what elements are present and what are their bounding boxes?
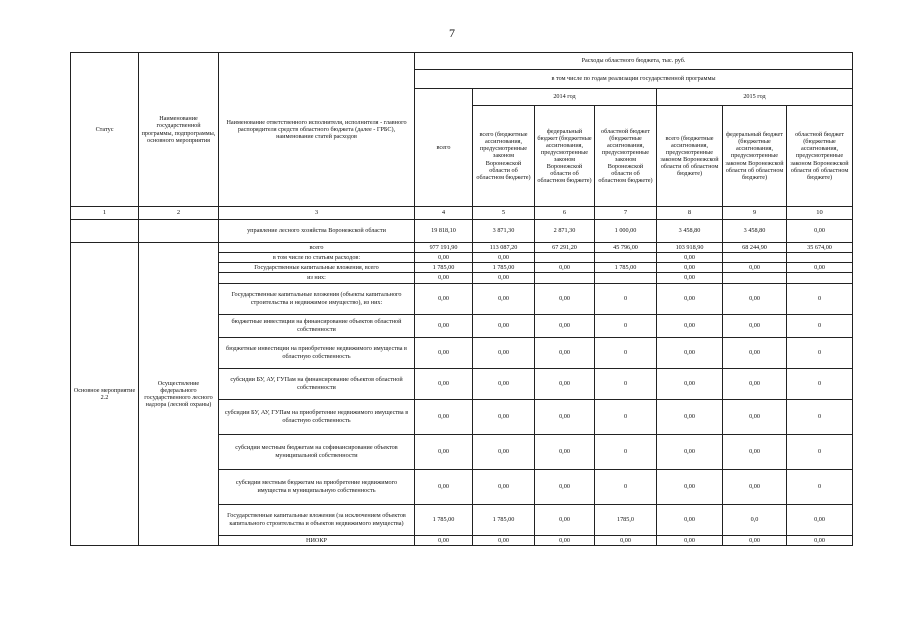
value-cell: 0: [787, 399, 853, 434]
value-cell: [787, 253, 853, 263]
value-cell: 0,00: [535, 469, 595, 504]
value-cell: 1 785,00: [415, 504, 473, 535]
value-cell: 3 458,80: [657, 220, 723, 243]
value-cell: 0,00: [535, 368, 595, 399]
value-cell: 0,00: [473, 253, 535, 263]
value-cell: 0: [787, 314, 853, 337]
value-cell: 1 785,00: [415, 263, 473, 273]
value-cell: 1 785,00: [473, 504, 535, 535]
expense-item-name: НИОКР: [219, 535, 415, 545]
value-cell: 0,00: [535, 283, 595, 314]
activity-program: Осуществление федерального государственного лесного надзора (лесной охраны): [139, 243, 219, 546]
value-cell: 0,00: [657, 399, 723, 434]
header-by-years: в том числе по годам реализации государственной программы: [415, 70, 853, 89]
value-cell: 0,00: [415, 399, 473, 434]
value-cell: 0: [595, 399, 657, 434]
header-federal-2014: федеральный бюджет (бюджетные ассигнования, предусмотренные законом Воронежской области об областном бюджете): [535, 106, 595, 207]
value-cell: 103 918,90: [657, 243, 723, 253]
header-regional-2015: областной бюджет (бюджетные ассигнования, предусмотренные законом Воронежской области об областном бюджете): [787, 106, 853, 207]
value-cell: 0,00: [535, 434, 595, 469]
value-cell: 2 871,30: [535, 220, 595, 243]
table-row: [71, 243, 853, 253]
value-cell: 0,00: [657, 434, 723, 469]
value-cell: 0,00: [657, 314, 723, 337]
value-cell: 0,00: [535, 337, 595, 368]
column-number: 6: [535, 207, 595, 220]
value-cell: 0,00: [473, 368, 535, 399]
page-number: 7: [449, 26, 455, 40]
header-year-2014: 2014 год: [473, 89, 657, 106]
header-year-2015: 2015 год: [657, 89, 853, 106]
value-cell: 0,00: [657, 253, 723, 263]
value-cell: [595, 253, 657, 263]
executor-name: управление лесного хозяйства Воронежской области: [219, 220, 415, 243]
value-cell: 35 674,00: [787, 243, 853, 253]
value-cell: 0,00: [535, 399, 595, 434]
table-row: [71, 220, 853, 243]
expense-item-name: всего: [219, 243, 415, 253]
value-cell: 0,00: [473, 283, 535, 314]
value-cell: 0,00: [415, 314, 473, 337]
value-cell: 0,00: [657, 337, 723, 368]
expense-item-name: субсидии местным бюджетам на софинансирование объектов муниципальной собственности: [219, 434, 415, 469]
header-total: всего: [415, 89, 473, 207]
value-cell: 0,00: [723, 337, 787, 368]
value-cell: 0: [787, 283, 853, 314]
budget-table: [70, 52, 853, 546]
value-cell: 0,00: [415, 283, 473, 314]
expense-item-name: субсидии БУ, АУ, ГУПам на финансирование объектов областной собственности: [219, 368, 415, 399]
value-cell: 1 785,00: [473, 263, 535, 273]
value-cell: 0,00: [473, 314, 535, 337]
value-cell: 113 087,20: [473, 243, 535, 253]
header-total-budget: всего (бюджетные ассигнования, предусмотренные законом Воронежской области об областном бюджете): [473, 106, 535, 207]
status-cell: [71, 220, 139, 243]
value-cell: 0,0: [723, 504, 787, 535]
value-cell: 0,00: [657, 535, 723, 545]
value-cell: 0: [595, 337, 657, 368]
value-cell: 0,00: [415, 273, 473, 283]
header-program: Наименование государственной программы, подпрограммы, основного мероприятия: [139, 53, 219, 207]
value-cell: 0,00: [723, 469, 787, 504]
column-number: 9: [723, 207, 787, 220]
value-cell: 3 871,30: [473, 220, 535, 243]
value-cell: 0,00: [415, 337, 473, 368]
value-cell: 0,00: [723, 434, 787, 469]
value-cell: [595, 273, 657, 283]
value-cell: 0,00: [535, 314, 595, 337]
value-cell: 0,00: [787, 504, 853, 535]
value-cell: 0,00: [657, 368, 723, 399]
value-cell: 0,00: [657, 273, 723, 283]
value-cell: [535, 273, 595, 283]
value-cell: 0,00: [415, 434, 473, 469]
value-cell: 0,00: [473, 273, 535, 283]
value-cell: 0,00: [473, 399, 535, 434]
value-cell: [535, 253, 595, 263]
value-cell: 0: [595, 368, 657, 399]
column-number: 1: [71, 207, 139, 220]
activity-status: Основное мероприятие 2.2: [71, 243, 139, 546]
value-cell: 0,00: [535, 263, 595, 273]
value-cell: 0,00: [787, 535, 853, 545]
value-cell: 0: [787, 434, 853, 469]
value-cell: 0: [787, 368, 853, 399]
value-cell: [723, 253, 787, 263]
value-cell: 0: [595, 469, 657, 504]
expense-item-name: в том числе по статьям расходов:: [219, 253, 415, 263]
column-number: 8: [657, 207, 723, 220]
header-federal-2015: федеральный бюджет (бюджетные ассигнования, предусмотренные законом Воронежской области об областном бюджете): [723, 106, 787, 207]
column-number: 2: [139, 207, 219, 220]
value-cell: 0,00: [723, 399, 787, 434]
value-cell: 1785,0: [595, 504, 657, 535]
value-cell: 0,00: [535, 535, 595, 545]
column-number: 4: [415, 207, 473, 220]
value-cell: [723, 273, 787, 283]
value-cell: 0,00: [723, 368, 787, 399]
value-cell: 67 291,20: [535, 243, 595, 253]
value-cell: 0,00: [535, 504, 595, 535]
column-number: 10: [787, 207, 853, 220]
value-cell: 0,00: [787, 220, 853, 243]
value-cell: 0: [787, 469, 853, 504]
expense-item-name: Государственные капитальные вложения (объекты капитального строительства и недвижимое имущество), из них:: [219, 283, 415, 314]
value-cell: [787, 273, 853, 283]
header-status: Статус: [71, 53, 139, 207]
expense-item-name: Государственные капитальные вложения (за исключением объектов капитального строительства и объектов недвижимого имущества): [219, 504, 415, 535]
value-cell: 0,00: [595, 535, 657, 545]
value-cell: 0,00: [657, 283, 723, 314]
program-cell: [139, 220, 219, 243]
value-cell: 3 458,80: [723, 220, 787, 243]
value-cell: 19 818,10: [415, 220, 473, 243]
column-number: 7: [595, 207, 657, 220]
value-cell: 0,00: [415, 253, 473, 263]
value-cell: 0,00: [723, 535, 787, 545]
value-cell: 0,00: [473, 434, 535, 469]
header-executor: Наименование ответственного исполнителя, исполнителя - главного распорядителя средств областного бюджета (далее - ГРБС), наименование статей расходов: [219, 53, 415, 207]
value-cell: 45 796,00: [595, 243, 657, 253]
value-cell: 68 244,90: [723, 243, 787, 253]
header-total-year-2015: всего (бюджетные ассигнования, предусмотренные законом Воронежской области об областном бюджете): [657, 106, 723, 207]
value-cell: 0,00: [415, 535, 473, 545]
value-cell: 0,00: [657, 469, 723, 504]
column-number: 5: [473, 207, 535, 220]
expense-item-name: бюджетные инвестиции на приобретение недвижимого имущества в областную собственность: [219, 337, 415, 368]
expense-item-name: субсидии местным бюджетам на приобретение недвижимого имущества в муниципальную собственность: [219, 469, 415, 504]
expense-item-name: Государственные капитальные вложения, всего: [219, 263, 415, 273]
expense-item-name: из них:: [219, 273, 415, 283]
expense-item-name: субсидии БУ, АУ, ГУПам на приобретение недвижимого имущества в областную собственность: [219, 399, 415, 434]
value-cell: 0,00: [473, 337, 535, 368]
expense-item-name: бюджетные инвестиции на финансирование объектов областной собственности: [219, 314, 415, 337]
value-cell: 0,00: [787, 263, 853, 273]
column-number-row: [71, 207, 853, 220]
value-cell: 1 000,00: [595, 220, 657, 243]
value-cell: 0: [595, 314, 657, 337]
value-cell: 0,00: [657, 504, 723, 535]
value-cell: 0,00: [415, 368, 473, 399]
value-cell: 0,00: [723, 263, 787, 273]
value-cell: 0,00: [723, 314, 787, 337]
value-cell: 0,00: [657, 263, 723, 273]
value-cell: 977 191,90: [415, 243, 473, 253]
header-regional-2014: областной бюджет (бюджетные ассигнования, предусмотренные законом Воронежской области об областном бюджете): [595, 106, 657, 207]
value-cell: 0: [787, 337, 853, 368]
value-cell: 0,00: [473, 535, 535, 545]
value-cell: 1 785,00: [595, 263, 657, 273]
value-cell: 0,00: [723, 283, 787, 314]
value-cell: 0,00: [415, 469, 473, 504]
header-expenditures: Расходы областного бюджета, тыс. руб.: [415, 53, 853, 70]
column-number: 3: [219, 207, 415, 220]
value-cell: 0: [595, 434, 657, 469]
value-cell: 0: [595, 283, 657, 314]
value-cell: 0,00: [473, 469, 535, 504]
